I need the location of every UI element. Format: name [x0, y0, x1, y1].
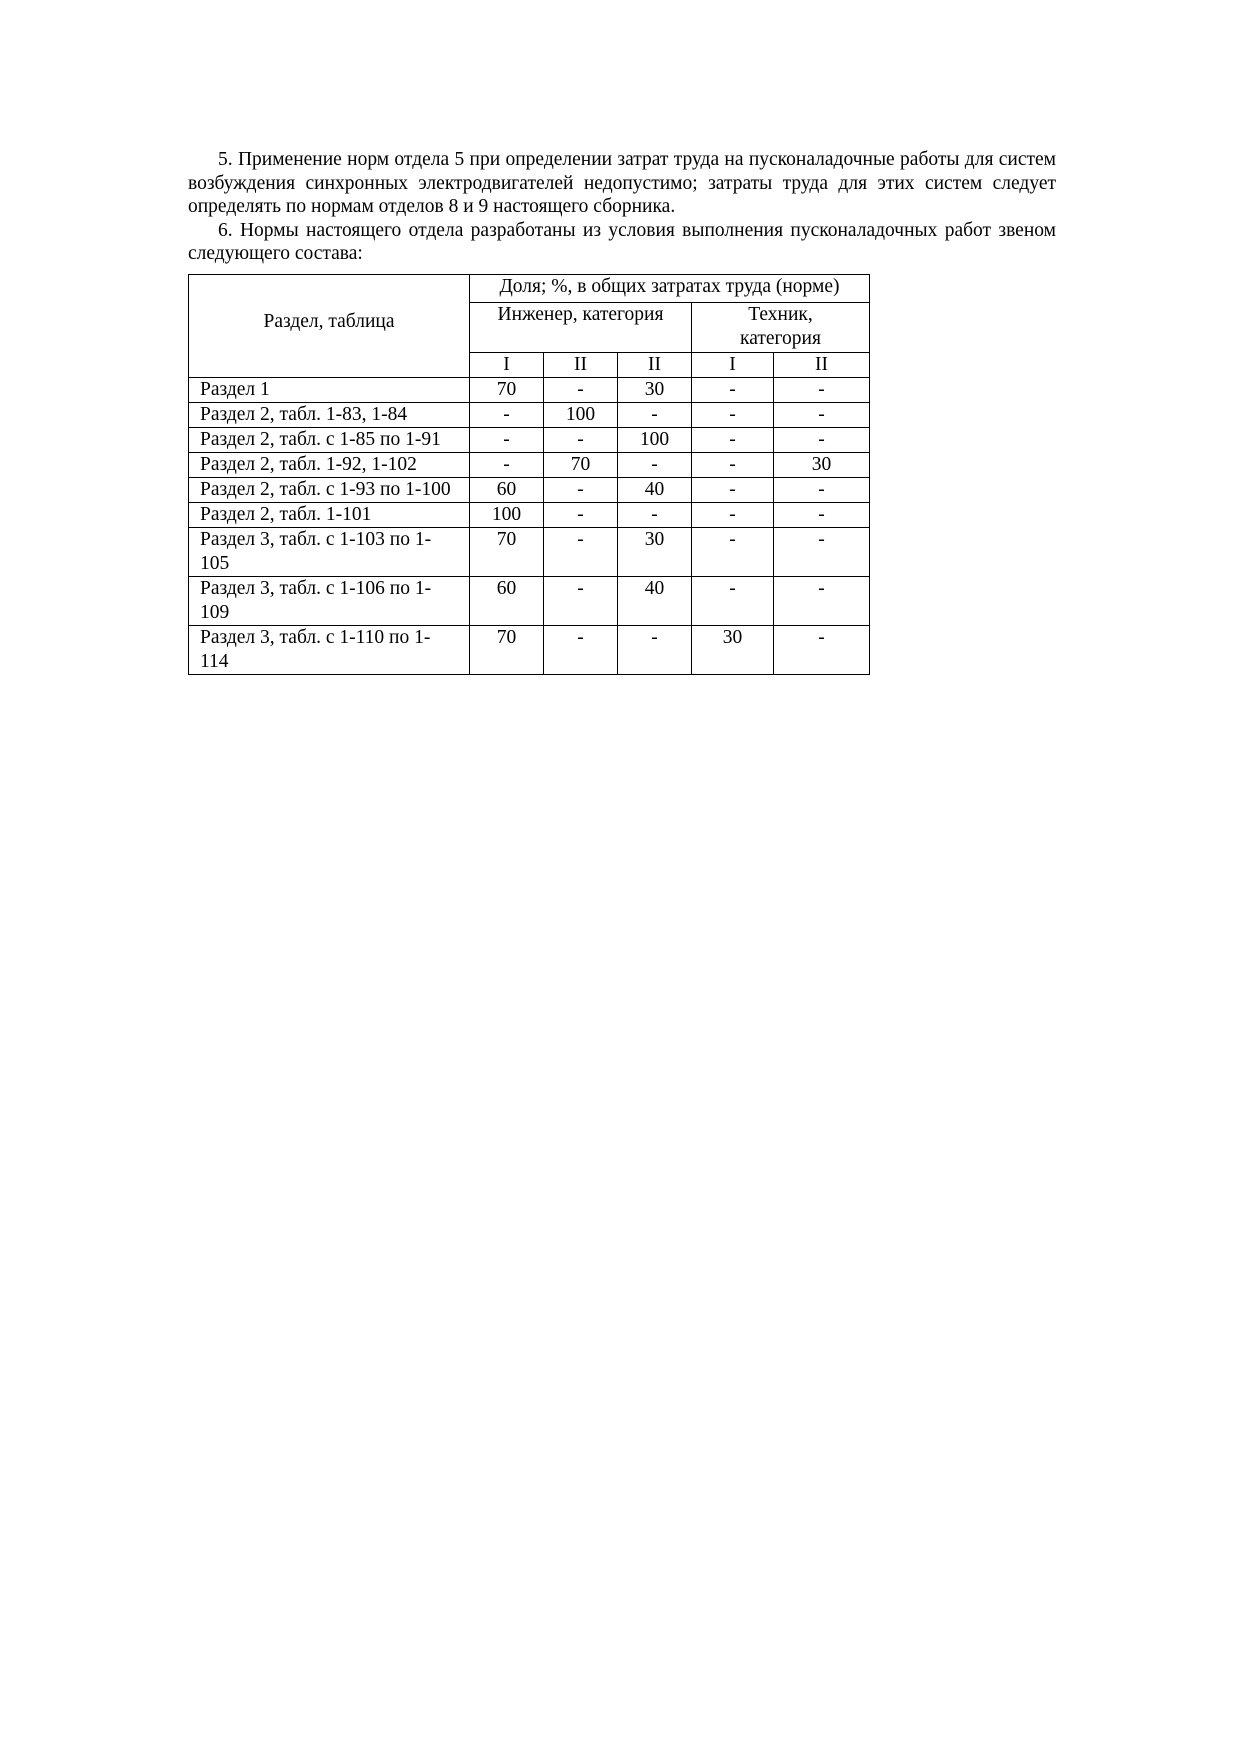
row-section-name: Раздел 1 [189, 377, 470, 402]
row-value-cell: 40 [618, 477, 692, 502]
row-value-cell: 100 [470, 502, 544, 527]
row-value-cell: - [692, 576, 774, 625]
row-section-name: Раздел 2, табл. 1-101 [189, 502, 470, 527]
table-row [189, 427, 870, 452]
row-value-cell: - [544, 625, 618, 674]
row-value-cell: 40 [618, 576, 692, 625]
row-value-cell: - [618, 452, 692, 477]
row-value-cell: - [544, 377, 618, 402]
table-row [189, 625, 870, 674]
row-value-cell: 100 [544, 402, 618, 427]
row-section-name: Раздел 3, табл. с 1-103 по 1-105 [189, 527, 470, 576]
row-value-cell: 30 [618, 527, 692, 576]
header-engineer-cat-3: II [618, 352, 692, 377]
row-value-cell: - [692, 502, 774, 527]
row-value-cell: - [774, 527, 870, 576]
row-value-cell: 70 [470, 527, 544, 576]
row-value-cell: - [544, 427, 618, 452]
row-value-cell: 30 [774, 452, 870, 477]
row-value-cell: - [692, 477, 774, 502]
row-value-cell: - [774, 477, 870, 502]
header-engineer-cat-2: II [544, 352, 618, 377]
header-technician-cat-2: II [774, 352, 870, 377]
row-value-cell: - [544, 477, 618, 502]
row-value-cell: 60 [470, 576, 544, 625]
row-value-cell: - [470, 402, 544, 427]
header-engineer: Инженер, категория [470, 302, 692, 352]
table-row [189, 477, 870, 502]
row-value-cell: - [774, 427, 870, 452]
row-section-name: Раздел 2, табл. 1-83, 1-84 [189, 402, 470, 427]
table-header-row-1 [189, 274, 870, 302]
row-value-cell: 60 [470, 477, 544, 502]
row-value-cell: 70 [544, 452, 618, 477]
header-section-col: Раздел, таблица [189, 274, 470, 377]
row-value-cell: - [544, 527, 618, 576]
row-section-name: Раздел 2, табл. 1-92, 1-102 [189, 452, 470, 477]
row-value-cell: 30 [692, 625, 774, 674]
table-row [189, 452, 870, 477]
table-row [189, 576, 870, 625]
row-section-name: Раздел 3, табл. с 1-106 по 1-109 [189, 576, 470, 625]
paragraph-6: 6. Нормы настоящего отдела разработаны из условия выполнения пусконаладочных работ звеном следующего состава: [188, 219, 1056, 264]
row-value-cell: 100 [618, 427, 692, 452]
row-value-cell: - [774, 502, 870, 527]
row-value-cell: - [544, 502, 618, 527]
labor-share-table [188, 274, 870, 675]
header-engineer-cat-1: I [470, 352, 544, 377]
row-value-cell: - [470, 452, 544, 477]
row-value-cell: - [692, 452, 774, 477]
table-row [189, 527, 870, 576]
row-value-cell: - [618, 502, 692, 527]
table-row [189, 502, 870, 527]
row-value-cell: - [618, 402, 692, 427]
row-value-cell: 70 [470, 377, 544, 402]
header-technician-cat-1: I [692, 352, 774, 377]
row-value-cell: - [470, 427, 544, 452]
document-page [188, 148, 1056, 675]
row-value-cell: - [544, 576, 618, 625]
row-section-name: Раздел 3, табл. с 1-110 по 1-114 [189, 625, 470, 674]
row-value-cell: - [692, 402, 774, 427]
row-value-cell: 30 [618, 377, 692, 402]
paragraph-5: 5. Применение норм отдела 5 при определении затрат труда на пусконаладочные работы для систем возбуждения синхронных электродвигателей недопустимо; затраты труда для этих систем следует определять по нормам отделов 8 и 9 настоящего сборника. [188, 149, 1056, 217]
table-row [189, 377, 870, 402]
row-value-cell: - [692, 527, 774, 576]
row-value-cell: - [692, 427, 774, 452]
table-row [189, 402, 870, 427]
row-value-cell: - [774, 402, 870, 427]
row-section-name: Раздел 2, табл. с 1-85 по 1-91 [189, 427, 470, 452]
row-value-cell: - [774, 625, 870, 674]
row-value-cell: 70 [470, 625, 544, 674]
row-section-name: Раздел 2, табл. с 1-93 по 1-100 [189, 477, 470, 502]
header-share: Доля; %, в общих затратах труда (норме) [470, 274, 870, 302]
header-technician: Техник, категория [692, 302, 870, 352]
row-value-cell: - [774, 576, 870, 625]
row-value-cell: - [692, 377, 774, 402]
row-value-cell: - [774, 377, 870, 402]
row-value-cell: - [618, 625, 692, 674]
